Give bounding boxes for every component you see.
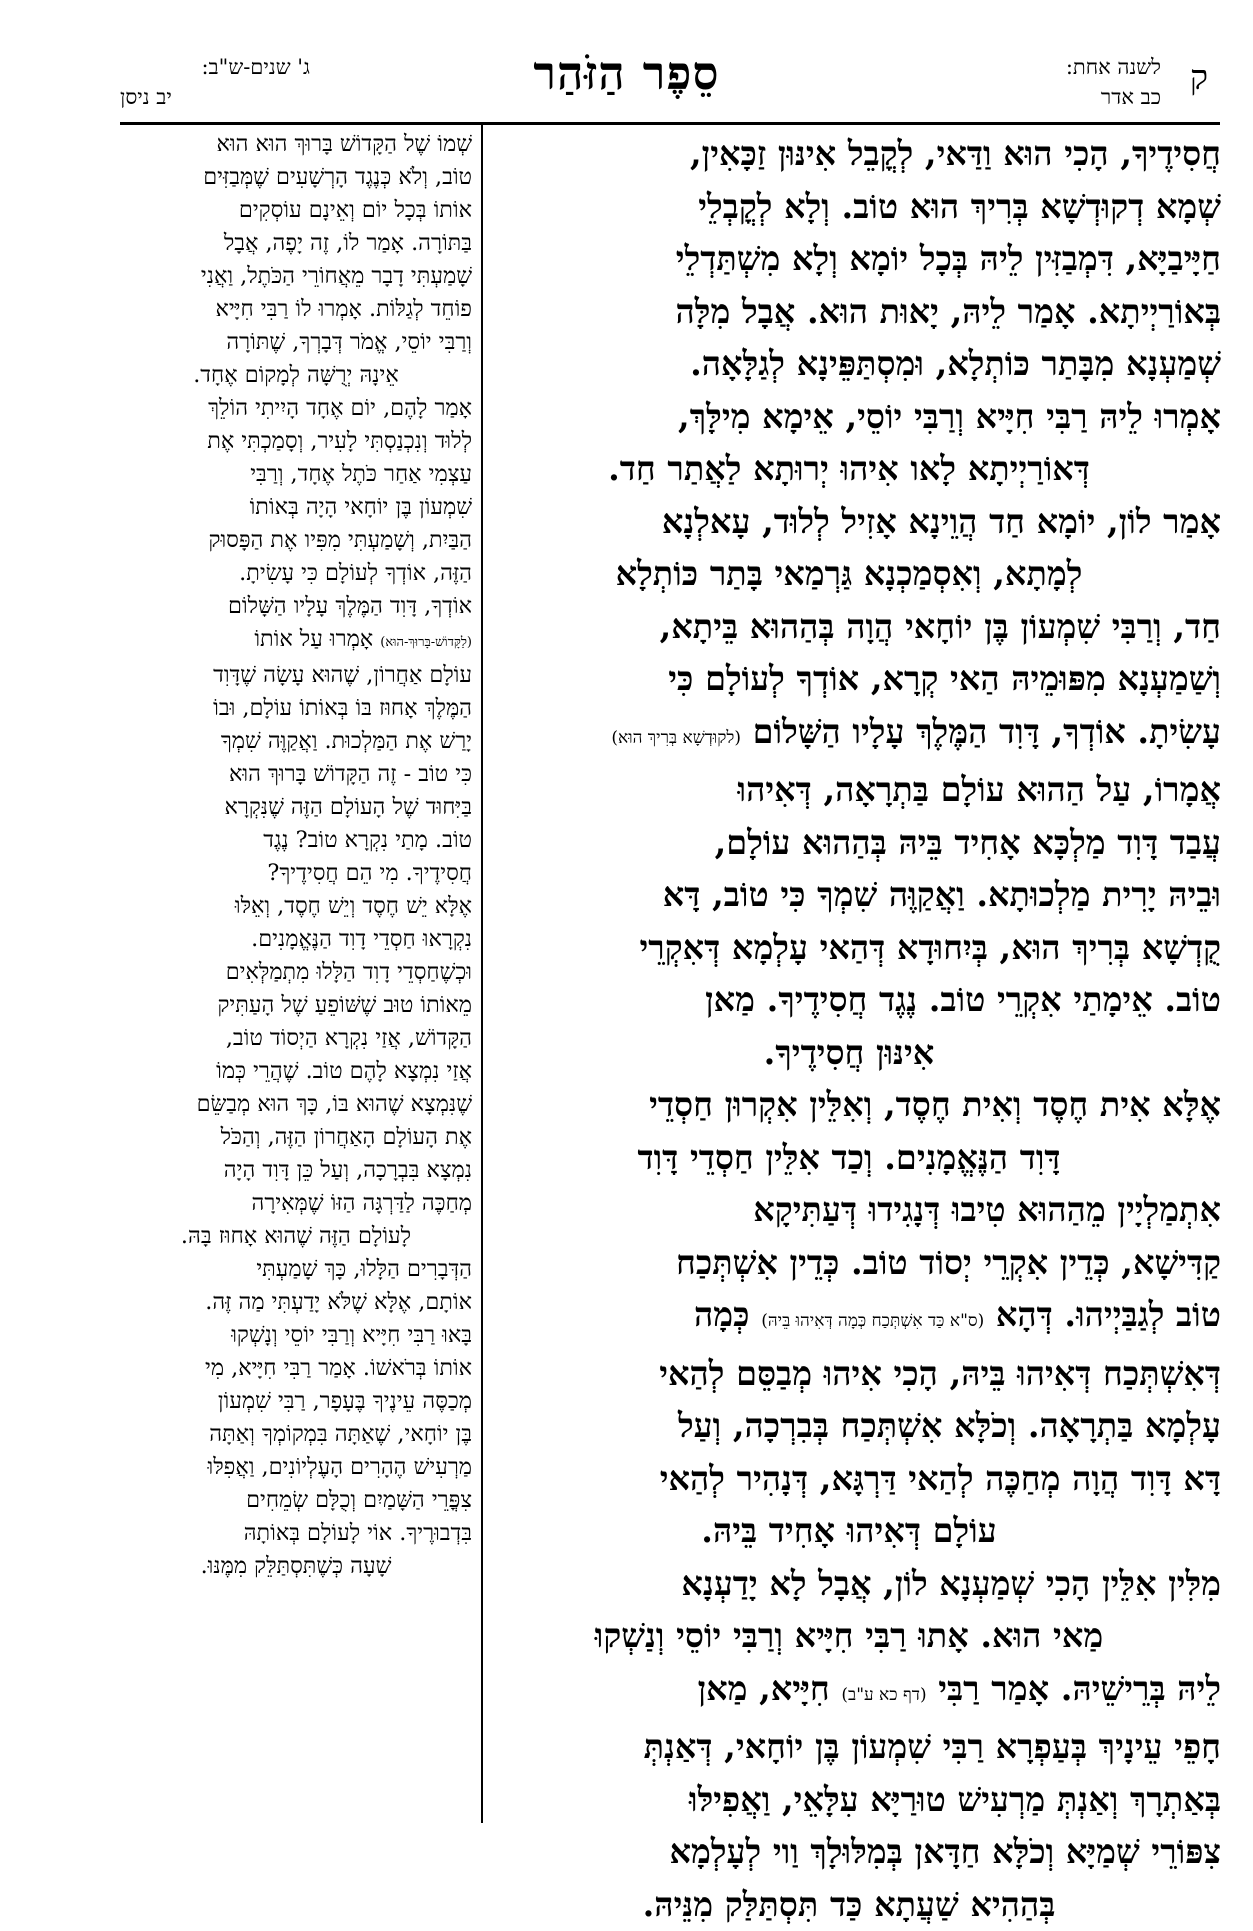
text-line: חַד, וְרַבִּי שִׁמְעוֹן בֶּן יוֹחָאי הֲוָה בְּהַהוּא בֵּיתָא, [477,601,1221,654]
text-line: אִינּוּן חֲסִידֶיךָ. [477,1027,1221,1080]
text-line: לְלוּד וְנִכְנַסְתִּי לָעִיר, וְסָמַכְתִּי אֶת [120,425,472,458]
text-line: אָמְרוּ לֵיהּ רַבִּי חִיָּיא וְרַבִּי יוֹסֵי, אֵימָא מִילָּךְ, [477,391,1221,444]
text-line: מַאי הוּא. אָתוּ רַבִּי חִיָּיא וְרַבִּי יוֹסֵי וְנַשְׁקוּ [477,1610,1221,1663]
text-line: כִּי טוֹב - זֶה הַקָּדוֹשׁ בָּרוּךְ הוּא [120,758,472,791]
text-line: הַדְּבָרִים הַלָּלוּ, כָּךְ שָׁמַעְתִּי [120,1253,472,1286]
text-line: אוֹתוֹ בְּרֹאשׁוֹ. אָמַר רַבִּי חִיָּיא, מִי [120,1352,472,1385]
text-line: הַזֶּה, אוֹדְךָ לְעוֹלָם כִּי עָשִׂיתָ. [120,557,472,590]
text-line: אֲזַי נִמְצָא לָהֶם טוֹב. שֶׁהֲרֵי כְּמוֹ [120,1055,472,1088]
text-line: יָרַשׁ אֶת הַמַּלְכוּת. וַאֲקַוֶּה שִׁמְךָ [120,725,472,758]
header-rule [120,122,1220,125]
text-line: וְשַׁמַעְנָא מִפּוּמֵיהּ הַאי קְרָא, אוֹדְךָ לְעוֹלָם כִּי [477,653,1221,706]
text-line: לְמָתָא, וְאִסְמַכְנָא גַּרְמַאי בָּתַר כּוֹתְלָא [477,548,1221,601]
text-fragment: לֵיהּ בְּרֵישֵׁיהּ. אָמַר רַבִּי [938,1669,1221,1708]
text-line: בְּאַתְרָךְ וְאַנְתְּ מַרְעִישׁ טוּרַיָּא עִלָּאֵי, וַאֲפִילּוּ [477,1774,1221,1827]
text-line: דְּאִשְׁתְּכַח דְּאִיהוּ בֵּיהּ, הָכִי אִיהוּ מְבַסֵּם לְהַאי [477,1348,1221,1401]
text-line: וּכְשֶׁחַסְדֵי דָוִד הַלָּלוּ מִתְמַלְּאִים [120,956,472,989]
text-fragment: טוֹב לְגַבַּיְיהוּ. דְּהָא [996,1295,1221,1334]
text-line: אֶלָּא אִית חֶסֶד וְאִית חֶסֶד, וְאִלֵּין אִקְרוּן חַסְדֵי [477,1079,1221,1132]
text-line: אֶת הָעוֹלָם הָאַחֲרוֹן הַזֶּה, וְהַכֹּל [120,1121,472,1154]
text-fragment: אָמְרוּ עַל אוֹתוֹ [254,626,373,652]
text-line: טוֹב, וְלֹא כְּנֶגֶד הָרְשָׁעִים שֶׁמְּבַזִּים [120,161,472,194]
text-line: צִפּוֹרֵי שְׁמַיָּא וְכֹלָּא חַדָּאן בְּמִלּוּלָךְ וַוי לְעָלְמָא [477,1826,1221,1879]
text-line: מְחַכֶּה לַדַּרְגָּה הַזּוֹ שֶׁמְּאִירָה [120,1187,472,1220]
text-line: הַקָּדוֹשׁ, אֲזַי נִקְרָא הַיְסוֹד טוֹב, [120,1022,472,1055]
main-text-column [477,128,1221,1788]
text-line: מְכַסֶּה עֵינֶיךָ בֶּעָפָר, רַבִּי שִׁמְעוֹן [120,1385,472,1418]
text-line: אוֹתָם, אֶלָּא שֶׁלֹּא יָדַעְתִּי מַה זֶּה. [120,1286,472,1319]
text-line: צִפֳּרֵי הַשָּׁמַיִם וְכֻלָּם שְׂמֵחִים [120,1484,472,1517]
text-line [477,1289,1221,1348]
variant-note: (לַקָּדוֹשׁ-בָּרוּךְ-הוּא) [380,635,472,650]
text-line: בַּיִּחוּד שֶׁל הָעוֹלָם הַזֶּה שֶׁנִּקְרָא [120,791,472,824]
reading-schedule-one-year [981,52,1161,124]
book-title: סֵפֶר הַזֹּהַר [447,46,807,118]
text-line: דָּוִד הַנֶּאֱמָנִים. וְכַד אִלֵּין חַסְדֵי דָּוִד [477,1132,1221,1185]
text-line: עָלְמָא בַּתְרָאָה. וְכֹלָּא אִשְׁתְּכַח בְּבִרְכָה, וְעַל [477,1400,1221,1453]
text-line: אִתְמַלְיָין מֵהַהוּא טִיבוּ דְּנָגִידוּ דְּעַתִּיקָא [477,1184,1221,1237]
text-line: אָמַר לוֹן, יוֹמָא חַד הֲוֵינָא אָזִיל לְלוּד, עָאלְנָא [477,496,1221,549]
text-line: עַצְמִי אַחַר כֹּתֶל אֶחָד, וְרַבִּי [120,458,472,491]
text-line: מִלִּין אִלֵּין הָכִי שְׁמַעְנָא לוֹן, אֲבָל לָא יָדַעְנָא [477,1558,1221,1611]
text-line: בַּתּוֹרָה. אָמַר לוֹ, זֶה יָפֶה, אֲבָל [120,227,472,260]
text-line: לָעוֹלָם הַזֶּה שֶׁהוּא אָחוּז בָּהּ. [120,1220,472,1253]
schedule-label: לשנה אחת: [981,52,1161,82]
translation-column [120,128,472,1788]
text-line: נִמְצָא בִּבְרָכָה, וְעַל כֵּן דָּוִד הָיָה [120,1154,472,1187]
text-line [120,623,472,659]
text-line: בָּאוּ רַבִּי חִיָּיא וְרַבִּי יוֹסֵי וְנָשְׁקוּ [120,1319,472,1352]
text-line: שְׁמָא דְקוּדְשָׁא בְּרִיךְ הוּא טוֹב. וְלָא לְקֳבְלֵי [477,181,1221,234]
text-line: הַמֶּלֶךְ אָחוּז בּוֹ בְּאוֹתוֹ עוֹלָם, וּבוֹ [120,692,472,725]
schedule-date: יב ניסן [120,82,310,112]
page-number: ק [1179,58,1219,130]
page-reference-note: (דף כא ע"ב) [841,1685,926,1705]
text-line: עוֹלָם דְּאִיהוּ אָחִיד בֵּיהּ. [477,1505,1221,1558]
text-fragment: חִיָּיא, מַאן [698,1669,830,1708]
text-line: אֵינָהּ יְרֻשָּׁה לְמָקוֹם אֶחָד. [120,359,472,392]
text-line [477,706,1221,765]
schedule-label: ג' שנים-ש"ב: [120,52,310,82]
text-line: חֲסִידֶיךָ. מִי הֵם חֲסִידֶיךָ? [120,857,472,890]
text-line: וְרַבִּי יוֹסֵי, אֱמֹר דְּבָרְךָ, שֶׁתּוֹרָה [120,326,472,359]
text-line: דָּא דָּוִד הֲוָה מְחַכֶּה לְהַאי דַּרְגָּא, דְּנָהִיר לְהַאי [477,1453,1221,1506]
text-line: חָפֵי עֵינָיךְ בְּעַפְרָא רַבִּי שִׁמְעוֹן בֶּן יוֹחָאי, דְּאַנְתְּ [477,1721,1221,1774]
text-line: קַדִּישָׁא, כְּדֵין אִקְרֵי יְסוֹד טוֹב. כְּדֵין אִשְׁתְּכַח [477,1237,1221,1290]
text-line: חַיָּיבַיָּא, דִּמְבַזִּין לֵיהּ בְּכָל יוֹמָא וְלָא מִשְׁתַּדְלֵי [477,233,1221,286]
text-line: חֲסִידֶיךָ, הָכִי הוּא וַדַּאי, לְקֳבֵל אִינּוּן זַכָּאִין, [477,128,1221,181]
text-line: אוֹדְךָ, דָּוִד הַמֶּלֶךְ עָלָיו הַשָּׁלוֹם [120,590,472,623]
text-line: בְּהַהִיא שַׁעֲתָא כַּד תִּסְתַּלַּק מִנֵּיהּ. [477,1879,1221,1931]
text-line: טוֹב. מָתַי נִקְרָא טוֹב? נֶגֶד [120,824,472,857]
text-line: דְּאוֹרַיְיתָא לָאו אִיהוּ יְרוּתָא לַאֲתַר חַד. [477,443,1221,496]
text-line: בְּאוֹרַיְיתָא. אָמַר לֵיהּ, יָאוּת הוּא. אֲבָל מִלָּה [477,286,1221,339]
text-line: אָמַר לָהֶם, יוֹם אֶחָד הָיִיתִי הוֹלֵךְ [120,392,472,425]
text-line: טוֹב. אֵימָתַי אִקְרֵי טוֹב. נֶגֶד חֲסִידֶיךָ. מַאן [477,974,1221,1027]
text-fragment: עָשִׂיתָ. אוֹדְךָ, דָּוִד הַמֶּלֶךְ עָלָיו הַשָּׁלוֹם [753,712,1221,751]
reading-schedule-three-year [120,52,310,124]
variant-note: (לקוּדְשָׁא בְּרִיךְ הוּא) [611,728,741,748]
text-line: אֲמָרוֹ, עַל הַהוּא עוֹלָם בַּתְרָאָה, דְּאִיהוּ [477,764,1221,817]
text-line: מַרְעִישׁ הֶהָרִים הָעֶלְיוֹנִים, וַאֲפִלּוּ [120,1451,472,1484]
text-line: מֵאוֹתוֹ טוּב שֶׁשּׁוֹפֵעַ שֶׁל הָעַתִּיק [120,989,472,1022]
text-line: נִקְרָאוּ חַסְדֵי דָוִד הַנֶּאֱמָנִים. [120,923,472,956]
text-line: שָׁעָה כְּשֶׁתִּסְתַּלֵּק מִמֶּנּוּ. [120,1550,472,1583]
text-line: שְׁמַעְנָא מִבָּתַר כּוֹתְלָא, וּמִסְתַּפֵּינָא לְגַלָּאָה. [477,338,1221,391]
text-line: שִׁמְעוֹן בֶּן יוֹחָאי הָיָה בְּאוֹתוֹ [120,491,472,524]
text-line: אוֹתוֹ בְּכָל יוֹם וְאֵינָם עוֹסְקִים [120,194,472,227]
text-line: שְׁמוֹ שֶׁל הַקָּדוֹשׁ בָּרוּךְ הוּא הוּא [120,128,472,161]
text-line: וּבֵיהּ יָרִית מַלְכוּתָא. וַאֲקַוֶּה שִׁמְךָ כִּי טוֹב, דָּא [477,869,1221,922]
text-line: אֶלָּא יֵשׁ חֶסֶד וְיֵשׁ חֶסֶד, וְאֵלּוּ [120,890,472,923]
text-line: עֲבַד דָּוִד מַלְכָּא אָחִיד בֵּיהּ בְּהַהוּא עוֹלָם, [477,817,1221,870]
text-line: שֶׁנִּמְצָא שֶׁהוּא בּוֹ, כָּךְ הוּא מְבַשֵּׂם [120,1088,472,1121]
text-line: בֶּן יוֹחָאי, שֶׁאַתָּה בִּמְקוֹמְךָ וְאַתָּה [120,1418,472,1451]
text-line [477,1663,1221,1722]
variant-note: (ס"א כַּד אִשְׁתְּכַח כְּמָה דְּאִיהוּ בֵּיהּ) [761,1311,984,1331]
text-fragment: כְּמָה [694,1295,750,1334]
text-line: הַבַּיִת, וְשָׁמַעְתִּי מִפִּיו אֶת הַפָּסוּק [120,524,472,557]
text-line: עוֹלָם אַחֲרוֹן, שֶׁהוּא עָשָׂה שֶׁדָּוִד [120,659,472,692]
text-line: קֻדְשָׁא בְּרִיךְ הוּא, בְּיִחוּדָא דְּהַאי עָלְמָא דְּאִקְרֵי [477,922,1221,975]
text-line: שָׁמַעְתִּי דָבָר מֵאֲחוֹרֵי הַכֹּתֶל, וַאֲנִי [120,260,472,293]
schedule-date: כב אדר [981,82,1161,112]
text-line: בִּדְבוּרֶיךָ. אוֹי לָעוֹלָם בְּאוֹתָהּ [120,1517,472,1550]
text-line: פוֹחֵד לְגַלּוֹת. אָמְרוּ לוֹ רַבִּי חִיָּיא [120,293,472,326]
